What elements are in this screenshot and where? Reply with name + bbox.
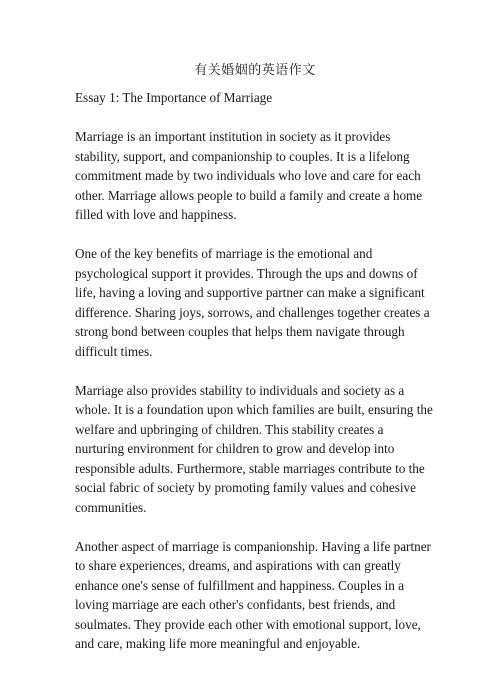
document-page [75,60,435,673]
document-title: 有关婚姻的英语作文 [194,62,316,77]
paragraph-3: Marriage also provides stability to individuals and society as a whole. It is a foundation upon which families are built, ensuring the welfare and upbringing of children. This stability creates a nurturing environment for children to grow and develop into responsible adults. Furthermore, stable marriages contribute to the social fabric of society by promoting family values and cohesive communities. [75,382,433,515]
paragraph-1: Marriage is an important institution in society as it provides stability, support, and companionship to couples. It is a lifelong commitment made by two individuals who love and care for each other. Marriage allows people to build a family and create a home filled with love and happiness. [75,129,423,222]
paragraph-2: One of the key benefits of marriage is the emotional and psychological support it provides. Through the ups and downs of life, having a loving and supportive partner can make a significant difference. Sharing joys, sorrows, and challenges together creates a strong bond between couples that helps them navigate through difficult times. [75,246,430,359]
paragraph-4: Another aspect of marriage is companionship. Having a life partner to share experiences, dreams, and aspirations with can greatly enhance one's sense of fulfillment and happiness. Couples in a loving marriage are each other's confidants, best friends, and soulmates. They provide each other with emotional support, love, and care, making life more meaningful and enjoyable. [75,538,431,651]
essay-heading: Essay 1: The Importance of Marriage [75,90,273,105]
